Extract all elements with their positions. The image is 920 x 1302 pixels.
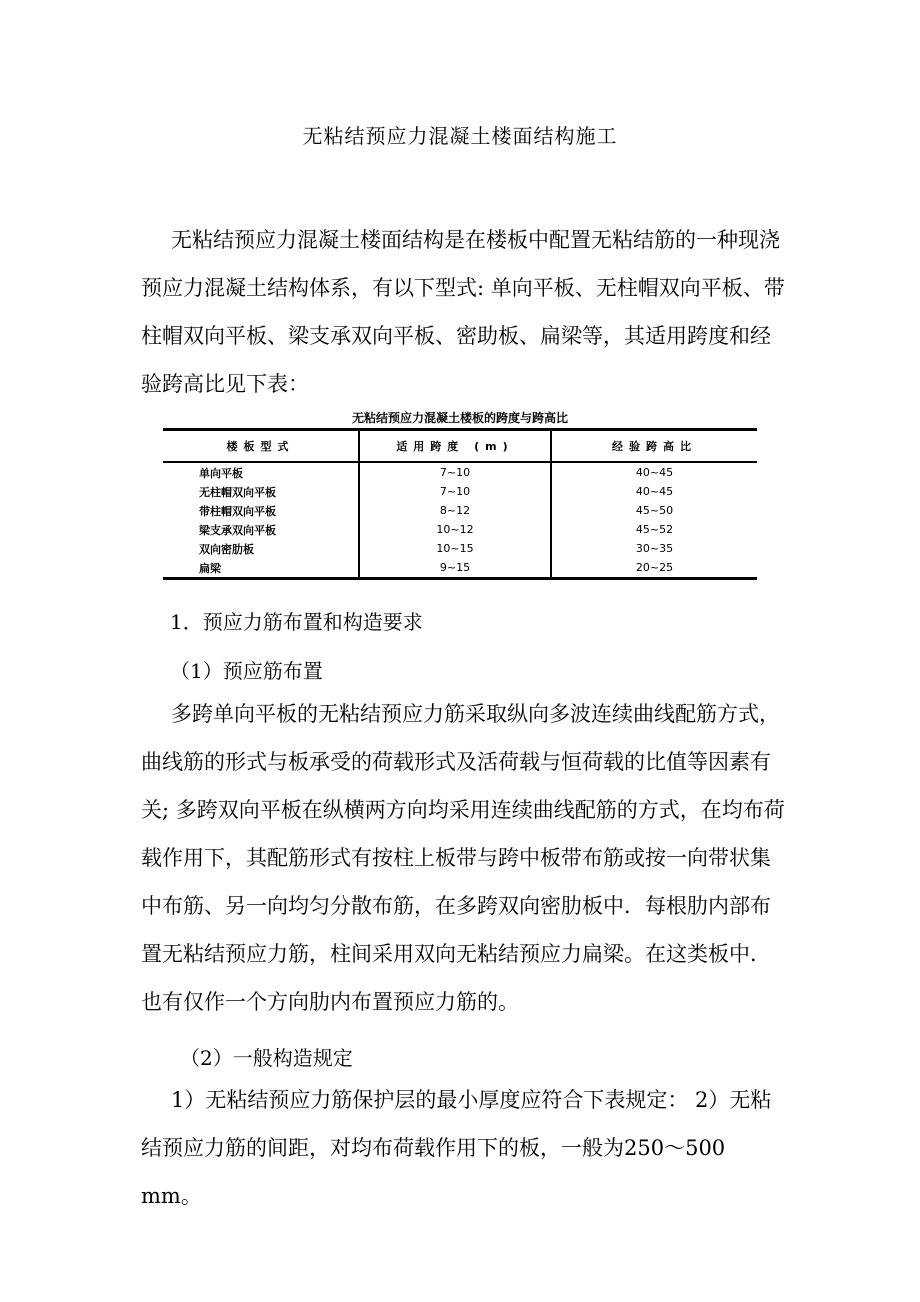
cell-slab-type: 扁梁: [163, 558, 359, 579]
cell-slab-type: 单向平板: [163, 462, 359, 482]
cell-ratio: 30~35: [635, 542, 674, 555]
cell-span: 10~12: [359, 520, 551, 539]
section-heading: 1．预应力筋布置和构造要求: [170, 610, 423, 634]
cell-ratio: 20~25: [635, 561, 674, 574]
table-row: [163, 482, 757, 501]
table-row: [163, 501, 757, 520]
layout-paragraph: 多跨单向平板的无粘结预应力筋采取纵向多波连续曲线配筋方式，曲线筋的形式与板承受的荷载形式及活荷载与恒荷载的比值等因素有关; 多跨双向平板在纵横两方向均采用连续曲线配筋的方式，在均布荷载作用下，其配筋形式有按柱上板带与跨中板带布筋或按一向带状集中布筋、另一向均匀分散布筋，在多跨双向密肋板中．每根肋内部布置无粘结预应力筋，柱间采用双向无粘结预应力扁梁。在这类板中．也有仅作一个方向肋内布置预应力筋的。: [141, 702, 785, 1014]
table-row: [163, 462, 757, 482]
table-row: [163, 520, 757, 539]
cell-span: 7~10: [359, 462, 551, 482]
header-span: 适用跨度 (m): [359, 430, 551, 463]
cell-slab-type: 无柱帽双向平板: [163, 482, 359, 501]
cell-slab-type: 双向密肋板: [163, 539, 359, 558]
document-title: 无粘结预应力混凝土楼面结构施工: [302, 124, 618, 148]
header-slab-type: 楼板型式: [163, 430, 359, 463]
cell-ratio: 40~45: [635, 485, 674, 498]
cell-span: 8~12: [359, 501, 551, 520]
cell-span: 9~15: [359, 558, 551, 579]
spec-paragraph: 1）无粘结预应力筋保护层的最小厚度应符合下表规定： 2）无粘结预应力筋的间距，对均布荷载作用下的板，一般为250～500 mm。: [141, 1088, 772, 1208]
table-row: [163, 539, 757, 558]
table-row: [163, 558, 757, 579]
table-header-row: [163, 430, 757, 463]
cell-span: 7~10: [359, 482, 551, 501]
subsection-heading: （2）一般构造规定: [180, 1046, 353, 1070]
cell-ratio: 45~52: [635, 523, 674, 536]
data-table: [163, 428, 757, 580]
table-caption: 无粘结预应力混凝土楼板的跨度与跨高比: [351, 411, 568, 425]
cell-span: 10~15: [359, 539, 551, 558]
cell-ratio: 40~45: [635, 466, 674, 479]
header-ratio: 经验跨高比: [551, 430, 757, 463]
intro-paragraph: 无粘结预应力混凝土楼面结构是在楼板中配置无粘结筋的一种现浇预应力混凝土结构体系，有以下型式: 单向平板、无柱帽双向平板、带柱帽双向平板、梁支承双向平板、密助板、扁梁等，其适用跨度和经验跨高比见下表：: [141, 228, 785, 396]
subsection-heading: （1）预应筋布置: [170, 659, 323, 683]
cell-ratio: 45~50: [635, 504, 674, 517]
span-ratio-table: [163, 408, 757, 580]
cell-slab-type: 带柱帽双向平板: [163, 501, 359, 520]
cell-slab-type: 梁支承双向平板: [163, 520, 359, 539]
